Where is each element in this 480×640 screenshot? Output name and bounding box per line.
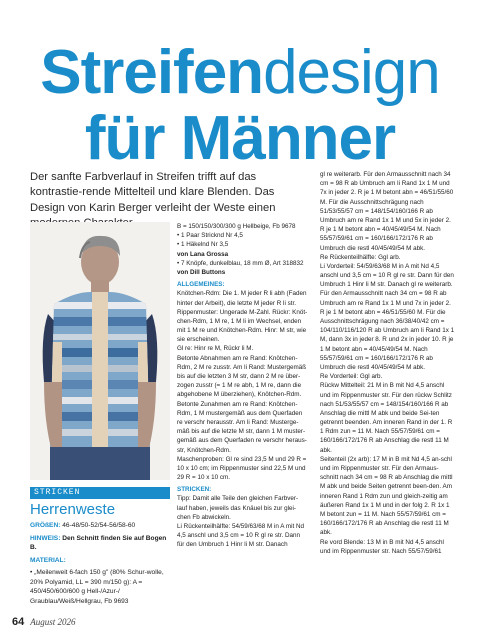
material-label: MATERIAL: [30,556,66,564]
material-text: • „Meilenweit 6-fach 150 g" (80% Schur-wolle, 20% Polyamid, LL = 390 m/150 g): A = 450/450/600/600 g Hell-/Azur-/ Graublau/Weiß/Hellgrau, Fb 9693 [30,569,164,605]
sizes-line [30,521,170,531]
right-p-4: Rückw Mittelteil: 21 M in B mit Nd 4,5 anschl und im Rippenmuster str. Für den rückw Schlitz nach 51/53/55/57 cm = 148/154/160/166 R ab Anschlag die mittl M abk und beide Sei-ten getrennt beenden. Am inneren Rand in der 1. R 1 Rdm zun = 11 M. Nach 55/57/59/61 cm = 160/166/172/176 R ab Anschlag die restl 11 M abk. [320,382,453,454]
mid-heading-general: ALLGEMEINES: [177,281,225,289]
mid-p-4: • 7 Knöpfe, dunkelblau, 18 mm Ø, Art 318832 [177,259,304,267]
mid-p-7: Knötchen-Rdm: Die 1. M jeder R li abh (Faden hinter der Arbeit), die letzte M jeder R li str. [177,290,307,307]
hint-value: Den Schnitt finden Sie auf Bogen B. [30,534,167,552]
right-p-5: Seitenteil (2x arb): 17 M in B mit Nd 4,5 an-schl und im Rippenmuster str. Für den Armaus-schnitt nach 34 cm = 98 R ab Anschlag die mittl M abk und beide Seiten getrennt been-den. Am inneren Rand 1 Rdm zun und gleich-zeitig am äußeren Rand 1x 1 M und in der folg 2. R 1x 1 M betont zun = 11 M. Nach 55/57/59/61 cm = 160/166/172/176 R ab Anschlag die restl 11 M abk. [320,455,453,537]
mid-p-0: B = 150/150/300/300 g Hellbeige, Fb 9678 [177,223,296,230]
page-footer [12,616,76,630]
mid-p-2: • 1 Häkelnd Nr 3,5 [177,241,229,249]
issue-month: August 2026 [30,617,76,627]
mid-heading-knitting: STRICKEN: [177,486,212,494]
page-title-line-1 [0,38,480,107]
hint-line [30,534,170,553]
mid-p-5: von Dill Buttons [177,268,226,276]
mid-p-15: Li Rückenteilhälfte: 54/59/63/68 M in A mit Nd 4,5 anschl und 3,5 cm = 10 R gl re str. Dann für den Umbruch 1 Hinr li M str. Danach [177,523,305,549]
instructions-column-middle [177,222,308,550]
title-bold-part: Streifen [40,38,264,107]
mid-p-3: von Lana Grossa [177,250,229,258]
mid-p-11: Betonte Zunahmen am re Rand: Knötchen-Rdm, 1 M mustergemäß aus dem Querfaden re verschr herausstr. Am li Rand: Musterge-mäß bis auf die letzte M str, dann 1 M muster-gemäß aus dem Querfaden re verschr heraus-str, Knötchen-Rdm. [177,400,307,454]
page-number: 64 [12,616,25,628]
instructions-column-right [320,170,455,556]
right-p-1: Re Rückenteilhälfte: Ggl arb. [320,253,401,261]
title-light-part: design [263,38,440,107]
mid-p-1: • 1 Paar Stricknd Nr 4,5 [177,232,243,240]
material-line [30,556,170,566]
mid-p-14: Tipp: Damit alle Teile den gleichen Farbver-lauf haben, jeweils das Knäuel bis zur glei-chen Fb abwickeln. [177,495,299,521]
sizes-value: 46-48/50-52/54-56/58-60 [62,522,136,529]
mid-p-9: Gl re: Hinr re M, Rückr li M. [177,345,254,353]
right-p-6: Re vord Blende: 13 M in B mit Nd 4,5 anschl und im Rippenmuster str. Nach 55/57/59/61 [320,538,444,555]
hint-label: HINWEIS: [30,534,61,542]
intro-text: Der sanfte Farbverlauf in Streifen trifft auf das kontrastie-rende Mittelteil und klare Blenden. Das Design von Karin Berger verleiht der Weste einen [30,171,276,214]
right-p-0: gl re weiterarb. Für den Armausschnitt nach 34 cm = 98 R ab Umbruch am li Rand 1x 1 M und 7x in jeder 2. R je 1 M betont abn = 46/51/55/60 M. Für die Ausschnittschrägung nach 51/53/55/57 cm = 148/154/160/166 R ab Umbruch am re Rand 1x 1 M und 5x in jeder 2. R je 1 M betont abn = 40/45/49/54 M. Nach 55/57/59/61 cm = 160/166/172/176 R ab Umbruch die restl 40/45/49/54 M abk. [320,171,454,252]
right-p-3: Re Vorderteil: Ggl arb. [320,373,383,381]
sizes-label: GRÖßEN: [30,522,61,529]
model-photo [30,222,170,480]
mid-p-8: Rippenmuster: Ungerade M-Zahl. Rückr: Knöt-chen-Rdm, 1 M re, 1 M li im Wechsel, enden mit 1 M re und Knötchen-Rdm. Hinr: M str, wie sie erscheinen. [177,308,308,344]
right-p-2: Li Vorderteil: 54/59/63/68 M in A mit Nd 4,5 anschl und 3,5 cm = 10 R gl re str. Dann für den Umbruch 1 Hinr li M str. Danach gl re weiterarb. Für den Armausschnitt nach 34 cm = 98 R ab Umbruch am re Rand 1x 1 M und 7x in jeder 2. R je 1 M betont abn = 46/51/55/60 M. Für die Ausschnittschrägung nach 36/38/40/42 cm = 104/110/116/120 R ab Umbruch am li Rand 1x 1 M, dann 3x in jeder 8. R und 2x in jeder 10. R je 1 M betont abn = 40/45/49/54 M. Nach 55/57/59/61 cm = 160/166/172/176 R ab Umbruch die restl 40/45/49/54 M abk. [320,262,455,371]
section-title: Herrenweste [30,501,116,518]
left-info-block [30,521,170,609]
knitted-vest-illustration [30,222,170,480]
page-title-line-2: für Männer [84,104,396,173]
mid-p-12: Maschenproben: Gl re sind 23,5 M und 29 R = 10 x 10 cm; im Rippenmuster sind 22,5 M und 29 R = 10 x 10 cm. [177,455,307,482]
mid-p-10: Betonte Abnahmen am re Rand: Knötchen-Rdm, 2 M re zusstr. Am li Rand: Mustergemäß bis auf die letzten 3 M str, dann 2 M re über-zogen zusstr (= 1 M re abh, 1 M re, dann die abgehobene M überziehen), Knötchen-Rdm. [177,354,307,399]
section-label-bar: STRICKEN [30,487,170,499]
